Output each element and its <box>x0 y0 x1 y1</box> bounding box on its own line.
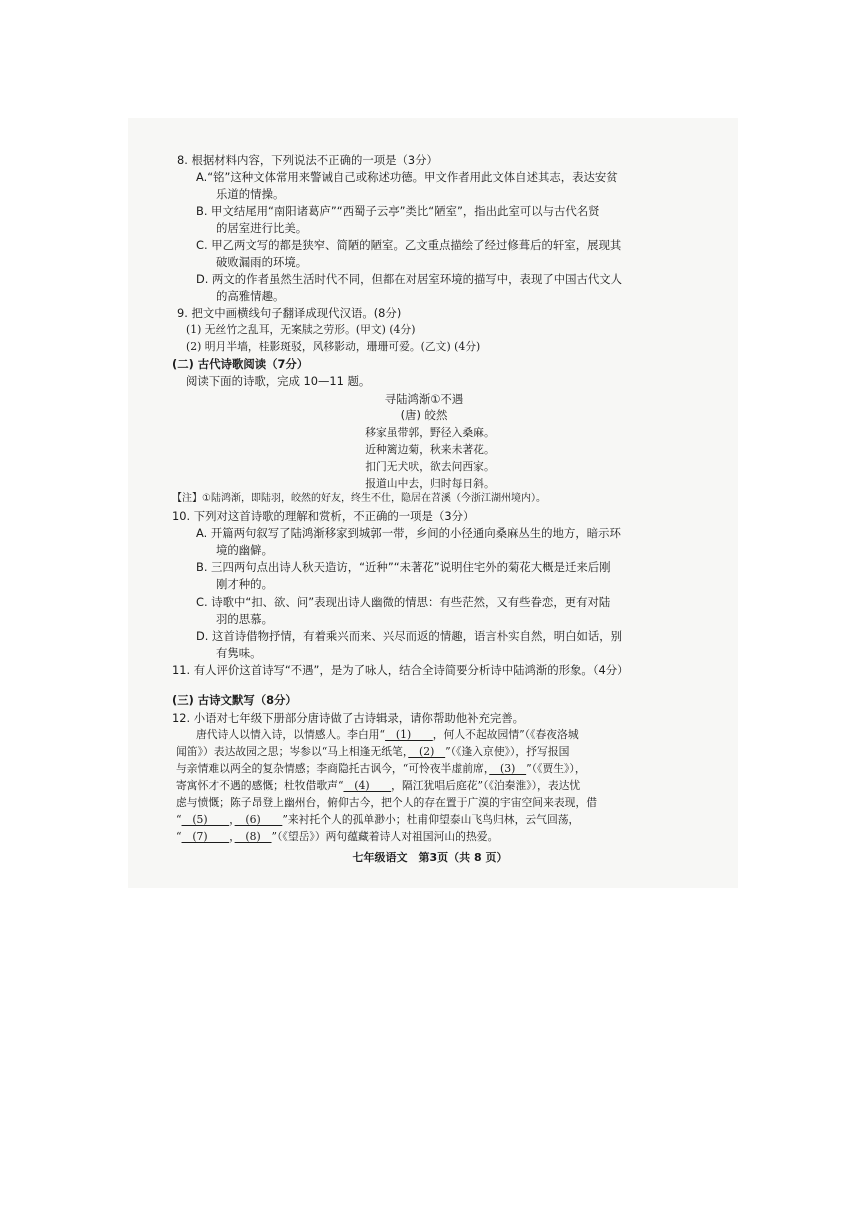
q10-option-b-cont: 刚才种的。 <box>216 577 273 591</box>
poem-author: (唐) 皎然 <box>400 408 448 422</box>
poem-line-2: 近种篱边菊，秋来未著花。 <box>365 443 495 456</box>
q12-line-3 <box>176 761 586 777</box>
section-2-title: (二) 古代诗歌阅读（7分） <box>172 357 309 371</box>
blank-7: (7) <box>181 830 230 843</box>
q10-option-c-cont: 羽的思慕。 <box>216 612 273 626</box>
q8-option-a-cont: 乐道的情操。 <box>216 187 285 201</box>
q12-text: 寄寓怀才不遇的感慨；杜牧借歌声“ <box>176 779 344 792</box>
q10-option-d: D. 这首诗借物抒情，有着乘兴而来、兴尽而返的情趣，语言朴实自然，明白如话，别 <box>196 629 623 643</box>
page-footer: 七年级语文 第3页（共 8 页） <box>352 851 508 864</box>
q12-text: 唐代诗人以情入诗，以情感人。李白用“ <box>196 728 386 741</box>
q12-text: ”来衬托个人的孤单渺小；杜甫仰望泰山飞鸟归林，云气回荡， <box>282 813 580 826</box>
poem-footnote: 【注】①陆鸿渐，即陆羽，皎然的好友，终生不仕，隐居在苕溪（今浙江湖州境内）。 <box>172 493 546 504</box>
q12-line-2 <box>176 744 569 760</box>
q12-line-6 <box>176 812 579 828</box>
q12-text: ，隔江犹唱后庭花”（《泊秦淮》），表达忧 <box>391 779 581 792</box>
blank-8: (8) <box>234 830 272 843</box>
blank-2: (2) <box>408 745 446 758</box>
q8-stem: 8. 根据材料内容，下列说法不正确的一项是（3分） <box>177 153 438 167</box>
blank-1: (1) <box>385 728 433 741</box>
q12-line-4 <box>176 778 580 794</box>
q8-option-d-cont: 的高雅情趣。 <box>216 289 285 303</box>
q12-text: ， <box>229 813 235 826</box>
q12-text: ”（《逢入京使》），抒写报国 <box>445 745 570 758</box>
q10-option-c: C. 诗歌中“扣、欲、问”表现出诗人幽微的情思：有些茫然，又有些眷恋，更有对陆 <box>196 595 611 609</box>
q12-text: “ <box>176 830 182 843</box>
q8-option-c: C. 甲乙两文写的都是狭窄、简陋的陋室。乙文重点描绘了经过修葺后的轩室，展现其 <box>196 238 622 252</box>
q8-option-d: D. 两文的作者虽然生活时代不同，但都在对居室环境的描写中，表现了中国古代文人 <box>196 272 623 286</box>
q10-stem: 10. 下列对这首诗歌的理解和赏析，不正确的一项是（3分） <box>172 509 475 523</box>
q12-text: ， <box>229 830 235 843</box>
q12-line-7 <box>176 829 498 845</box>
blank-5: (5) <box>181 813 230 826</box>
q9-stem: 9. 把文中画横线句子翻译成现代汉语。(8分) <box>177 306 402 320</box>
q9-sentence-1: (1) 无丝竹之乱耳，无案牍之劳形。(甲文) (4分) <box>186 323 416 336</box>
q11-stem: 11. 有人评价这首诗写“不遇”，是为了咏人，结合全诗简要分析诗中陆鸿渐的形象。（4分） <box>172 663 629 677</box>
blank-6: (6) <box>234 813 283 826</box>
q12-text: 闻笛》）表达故园之思；岑参以“马上相逢无纸笔， <box>176 745 409 758</box>
q9-sentence-2: (2) 明月半墙，桂影斑驳，风移影动，珊珊可爱。(乙文) (4分) <box>186 340 481 353</box>
blank-3: (3) <box>489 762 527 775</box>
section-2-intro: 阅读下面的诗歌，完成 10—11 题。 <box>186 374 371 388</box>
q8-option-b: B. 甲文结尾用“南阳诸葛庐”“西蜀子云亭”类比“陋室”，指出此室可以与古代名贤 <box>196 204 600 218</box>
q12-text: ，何人不起故园情”（《春夜洛城 <box>432 728 579 741</box>
q10-option-b: B. 三四两句点出诗人秋天造访，“近种”“未著花”说明住宅外的菊花大概是迁来后刚 <box>196 560 611 574</box>
poem-title: 寻陆鸿渐①不遇 <box>384 392 464 406</box>
q12-line-1 <box>196 727 579 743</box>
q10-option-a: A. 开篇两句叙写了陆鸿渐移家到城郭一带，乡间的小径通向桑麻丛生的地方，暗示环 <box>196 526 621 540</box>
poem-line-1: 移家虽带郭，野径入桑麻。 <box>365 426 495 439</box>
q12-text: ”（《贾生》）， <box>526 762 586 775</box>
poem-line-4: 报道山中去，归时每日斜。 <box>365 477 495 490</box>
q12-line-5: 虑与愤慨；陈子昂登上幽州台，俯仰古今，把个人的存在置于广漠的宇宙空间来表现，借 <box>176 796 598 809</box>
poem-line-3: 扣门无犬吠，欲去问西家。 <box>365 460 495 473</box>
section-3-title: (三) 古诗文默写（8分） <box>172 693 297 707</box>
q8-option-a: A.“铭”这种文体常用来警诫自己或称述功德。甲文作者用此文体自述其志，表达安贫 <box>196 170 618 184</box>
blank-4: (4) <box>343 779 392 792</box>
q8-option-c-cont: 破败漏雨的环境。 <box>216 255 308 269</box>
q12-text: ”（《望岳》）两句蕴藏着诗人对祖国河山的热爱。 <box>271 830 499 843</box>
q8-option-b-cont: 的居室进行比美。 <box>216 221 308 235</box>
q12-text: 与亲情难以两全的复杂情感；李商隐托古讽今，“可怜夜半虚前席， <box>176 762 490 775</box>
q10-option-a-cont: 境的幽僻。 <box>216 543 273 557</box>
q12-text: “ <box>176 813 182 826</box>
q12-stem: 12. 小语对七年级下册部分唐诗做了古诗辑录，请你帮助他补充完善。 <box>172 711 525 725</box>
q10-option-d-cont: 有隽味。 <box>216 646 262 660</box>
